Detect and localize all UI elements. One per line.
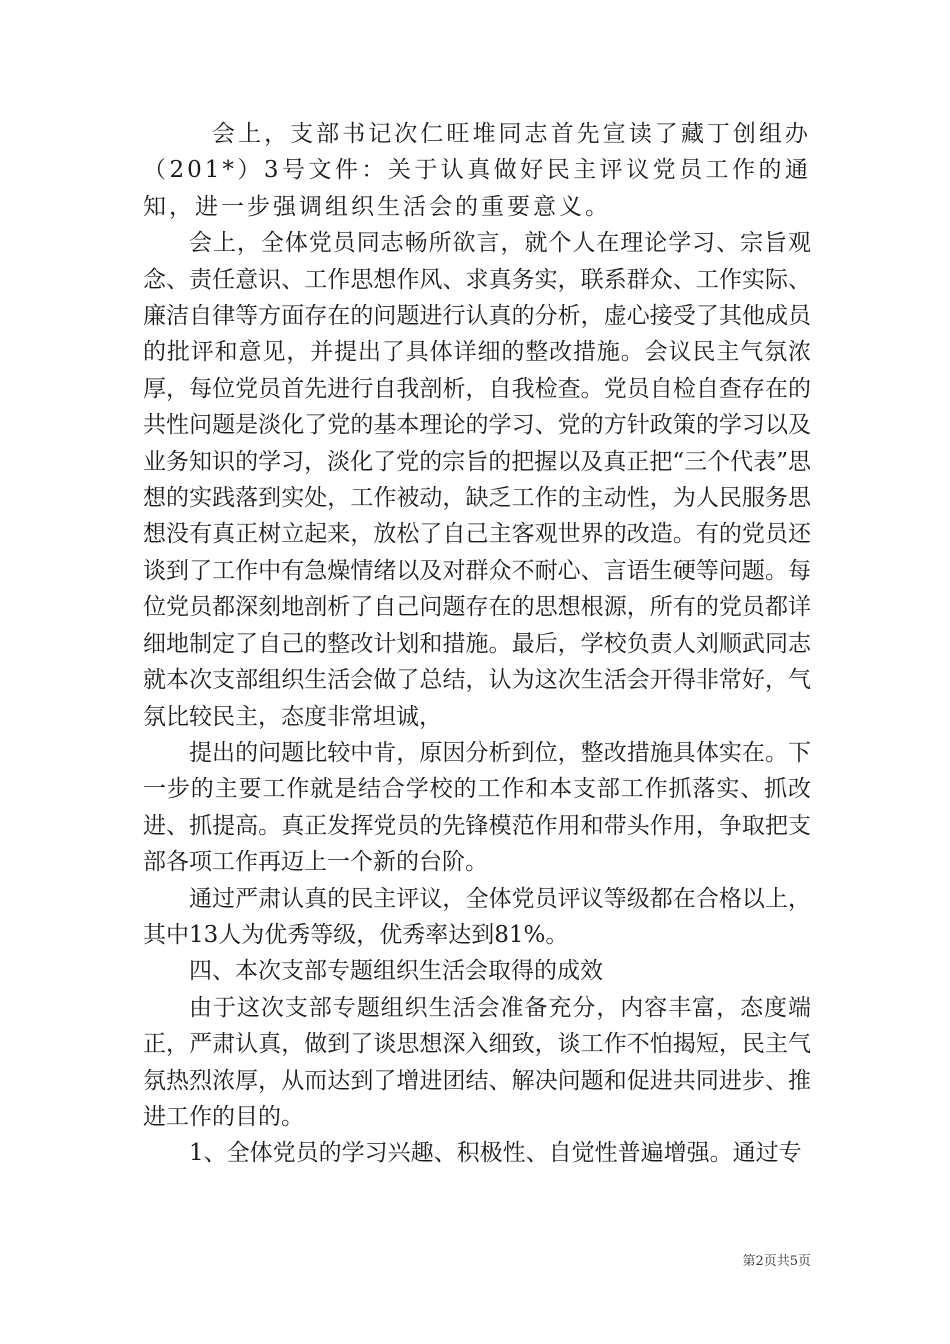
paragraph-next-steps: 提出的问题比较中肯，原因分析到位，整改措施具体实在。下一步的主要工作就是结合学校的工作和本支部工作抓落实、抓改进、抓提高。真正发挥党员的先锋模范作用和带头作用，争取把支部各项工作再迈上一个新的台阶。 — [143, 739, 811, 876]
paragraph-results-summary: 由于这次支部专题组织生活会准备充分，内容丰富，态度端正，严肃认真，做到了谈思想深入细致，谈工作不怕揭短，民主气氛热烈浓厚，从而达到了增进团结、解决问题和促进共同进步、推进工作的目的。 — [143, 994, 811, 1130]
section-heading-results: 四、本次支部专题组织生活会取得的成效 — [189, 958, 603, 985]
paragraph-discussion: 会上，全体党员同志畅所欲言，就个人在理论学习、宗旨观念、责任意识、工作思想作风、求真务实，联系群众、工作实际、廉洁自律等方面存在的问题进行认真的分析，虚心接受了其他成员的批评和意见，并提出了具体详细的整改措施。会议民主气氛浓厚，每位党员首先进行自我剖析，自我检查。党员自检自查存在的共性问题是淡化了党的基本理论的学习、党的方针政策的学习以及业务知识的学习，淡化了党的宗旨的把握以及真正把“三个代表”思想的实践落到实处，工作被动，缺乏工作的主动性，为人民服务思想没有真正树立起来，放松了自己主客观世界的改造。有的党员还谈到了工作中有急燥情绪以及对群众不耐心、言语生硬等问题。每位党员都深刻地剖析了自己问题存在的思想根源，所有的党员都详细地制定了自己的整改计划和措施。最后，学校负责人刘顺武同志就本次支部组织生活会做了总结，认为这次生活会开得非常好，气氛比较民主，态度非常坦诚， — [143, 230, 811, 730]
paragraph-meeting-opening: 会上，支部书记次仁旺堆同志首先宣读了藏丁创组办（201*）3号文件：关于认真做好民主评议党员工作的通知，进一步强调组织生活会的重要意义。 — [143, 121, 811, 220]
document-body — [143, 116, 811, 1172]
paragraph-point-one: 1、全体党员的学习兴趣、积极性、自觉性普遍增强。通过专 — [189, 1140, 802, 1167]
page-number-footer: 第2页共5页 — [742, 1254, 811, 1269]
paragraph-evaluation-result: 通过严肃认真的民主评议，全体党员评议等级都在合格以上，其中13人为优秀等级，优秀率达到81%。 — [143, 885, 811, 948]
